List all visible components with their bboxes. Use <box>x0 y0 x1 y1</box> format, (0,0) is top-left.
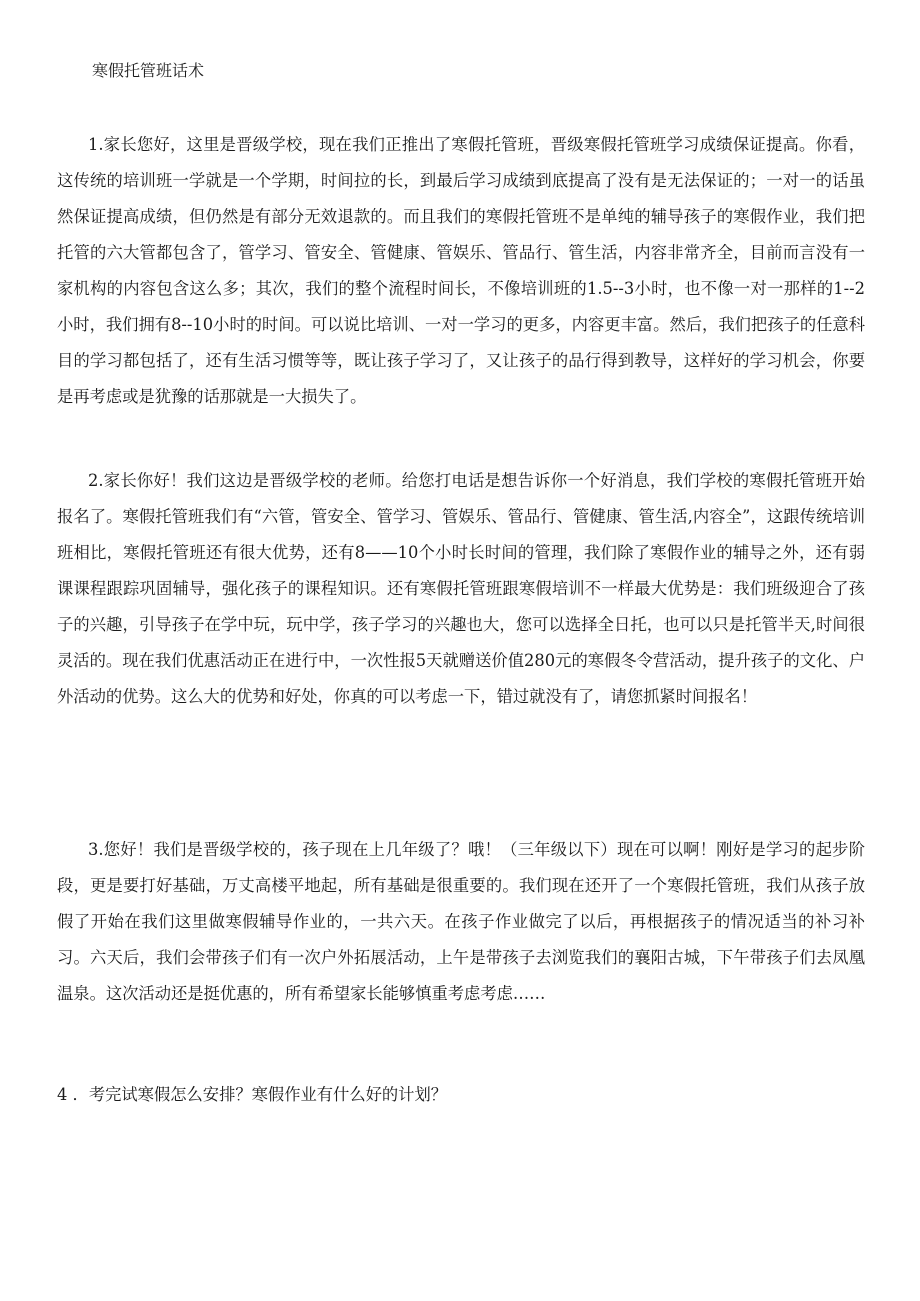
document-title: 寒假托管班话术 <box>92 61 205 80</box>
question-4: 4 ．考完试寒假怎么安排？寒假作业有什么好的计划？ <box>57 1085 448 1104</box>
script-paragraph-3: 3.您好！我们是晋级学校的，孩子现在上几年级了？哦！（三年级以下）现在可以啊！刚好是学习的起步阶段，更是要打好基础，万丈高楼平地起，所有基础是很重要的。我们现在还开了一个寒假托管班，我们从孩子放假了开始在我们这里做寒假辅导作业的，一共六天。在孩子作业做完了以后，再根据孩子的情况适当的补习补习。六天后，我们会带孩子们有一次户外拓展活动，上午是带孩子去浏览我们的襄阳古城，下午带孩子们去凤凰温泉。这次活动还是挺优惠的，所有希望家长能够慎重考虑考虑…… <box>57 840 865 1003</box>
script-paragraph-2: 2.家长你好！我们这边是晋级学校的老师。给您打电话是想告诉你一个好消息，我们学校的寒假托管班开始报名了。寒假托管班我们有“六管，管安全、管学习、管娱乐、管品行、管健康、管生活,内容全”，这跟传统培训班相比，寒假托管班还有很大优势，还有8——10个小时长时间的管理，我们除了寒假作业的辅导之外，还有弱课课程跟踪巩固辅导，强化孩子的课程知识。还有寒假托管班跟寒假培训不一样最大优势是：我们班级迎合了孩子的兴趣，引导孩子在学中玩，玩中学，孩子学习的兴趣也大，您可以选择全日托，也可以只是托管半天,时间很灵活的。现在我们优惠活动正在进行中，一次性报5天就赠送价值280元的寒假冬令营活动，提升孩子的文化、户外活动的优势。这么大的优势和好处，你真的可以考虑一下，错过就没有了，请您抓紧时间报名！ <box>57 471 865 706</box>
script-paragraph-1: 1.家长您好，这里是晋级学校，现在我们正推出了寒假托管班，晋级寒假托管班学习成绩保证提高。你看，这传统的培训班一学就是一个学期，时间拉的长，到最后学习成绩到底提高了没有是无法保证的；一对一的话虽然保证提高成绩，但仍然是有部分无效退款的。而且我们的寒假托管班不是单纯的辅导孩子的寒假作业，我们把托管的六大管都包含了，管学习、管安全、管健康、管娱乐、管品行、管生活，内容非常齐全，目前而言没有一家机构的内容包含这么多；其次，我们的整个流程时间长，不像培训班的1.5--3小时，也不像一对一那样的1--2小时，我们拥有8--10小时的时间。可以说比培训、一对一学习的更多，内容更丰富。然后，我们把孩子的任意科目的学习都包括了，还有生活习惯等等，既让孩子学习了，又让孩子的品行得到教导，这样好的学习机会，你要是再考虑或是犹豫的话那就是一大损失了。 <box>57 135 865 406</box>
